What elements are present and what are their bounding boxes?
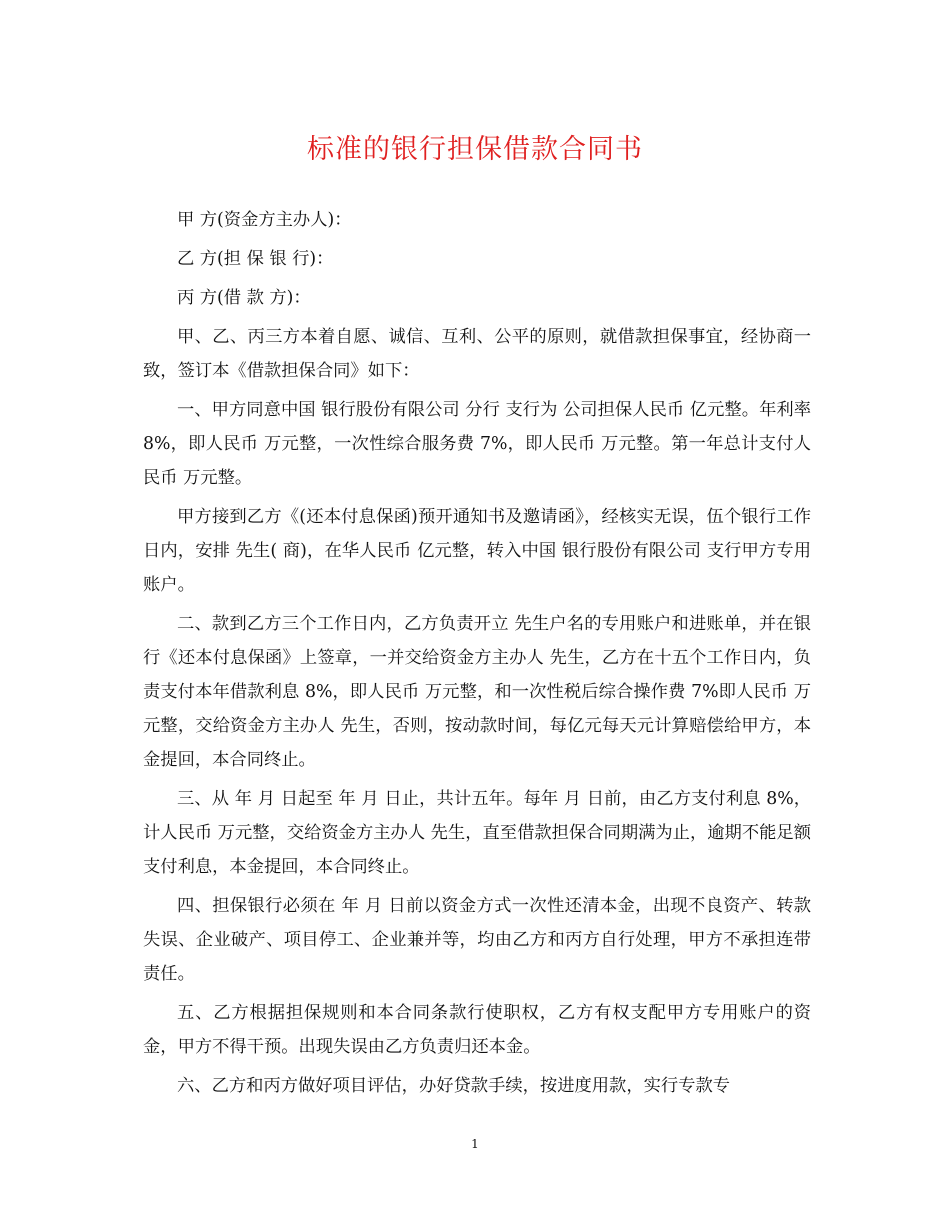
party-c-line: 丙 方(借 款 方)： (177, 288, 311, 308)
clause-5-paragraph: 五、乙方根据担保规则和本合同条款行使职权，乙方有权支配甲方专用账户的资金，甲方不得干预。出现失误由乙方负责归还本金。 (143, 1003, 811, 1057)
clause-3-paragraph: 三、从 年 月 日起至 年 月 日止，共计五年。每年 月 日前，由乙方支付利息 8%，计人民币 万元整，交给资金方主办人 先生，直至借款担保合同期满为止，逾期不能足额支付利息，本金提回，本合同终止。 (143, 789, 811, 877)
party-a-line: 甲 方(资金方主办人)： (177, 210, 352, 230)
document-title: 标准的银行担保借款合同书 (307, 134, 643, 165)
clause-1-continued-paragraph: 甲方接到乙方《(还本付息保函)预开通知书及邀请函》，经核实无误，伍个银行工作日内，安排 先生( 商)，在华人民币 亿元整，转入中国 银行股份有限公司 支行甲方专用账户。 (143, 507, 811, 595)
clause-6-paragraph: 六、乙方和丙方做好项目评估，办好贷款手续，按进度用款，实行专款专 (177, 1076, 731, 1096)
clause-1-paragraph: 一、甲方同意中国 银行股份有限公司 分行 支行为 公司担保人民币 亿元整。年利率 8%，即人民币 万元整，一次性综合服务费 7%，即人民币 万元整。第一年总计支付人民币 万元整。 (143, 400, 811, 488)
clause-4-paragraph: 四、担保银行必须在 年 月 日前以资金方式一次性还清本金，出现不良资产、转款失误、企业破产、项目停工、企业兼并等，均由乙方和丙方自行处理，甲方不承担连带责任。 (143, 896, 811, 984)
preamble-paragraph: 甲、乙、丙三方本着自愿、诚信、互利、公平的原则，就借款担保事宜，经协商一致，签订本《借款担保合同》如下： (143, 327, 811, 381)
page-number: 1 (471, 1137, 479, 1151)
document-body (143, 203, 811, 1108)
clause-2-paragraph: 二、款到乙方三个工作日内，乙方负责开立 先生户名的专用账户和进账单，并在银行《还本付息保函》上签章，一并交给资金方主办人 先生，乙方在十五个工作日内，负责支付本年借款利息 8%，即人民币 万元整，和一次性税后综合操作费 7%即人民币 万元整，交给资金方主办人 先生，否则，按动款时间，每亿元每天元计算赔偿给甲方，本金提回，本合同终止。 (143, 614, 811, 770)
party-b-line: 乙 方(担 保 银 行)： (177, 249, 334, 269)
